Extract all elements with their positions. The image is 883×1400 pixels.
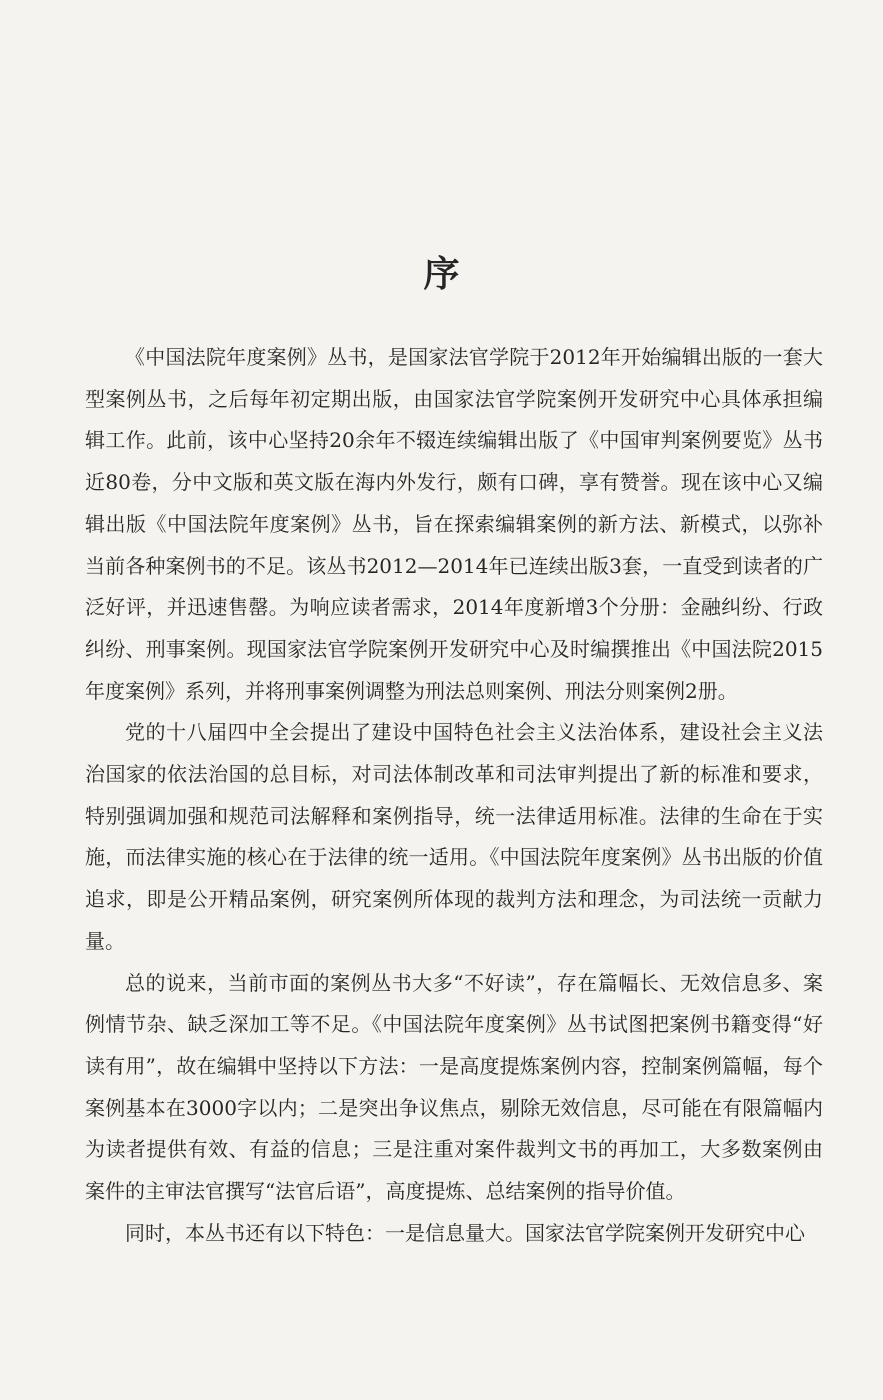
page-title: 序 xyxy=(423,253,460,296)
paragraph-1: 《中国法院年度案例》丛书，是国家法官学院于2012年开始编辑出版的一套大型案例丛书，之后每年初定期出版，由国家法官学院案例开发研究中心具体承担编辑工作。此前，该中心坚持20余年不辍连续编辑出版了《中国审判案例要览》丛书近80卷，分中文版和英文版在海内外发行，颇有口碑，享有赞誉。现在该中心又编辑出版《中国法院年度案例》丛书，旨在探索编辑案例的新方法、新模式，以弥补当前各种案例书的不足。该丛书2012—2014年已连续出版3套，一直受到读者的广泛好评，并迅速售罄。为响应读者需求，2014年度新增3个分册：金融纠纷、行政纠纷、刑事案例。现国家法官学院案例开发研究中心及时编撰推出《中国法院2015年度案例》系列，并将刑事案例调整为刑法总则案例、刑法分则案例2册。 xyxy=(85,345,823,703)
paragraph-3: 总的说来，当前市面的案例丛书大多“不好读”，存在篇幅长、无效信息多、案例情节杂、缺乏深加工等不足。《中国法院年度案例》丛书试图把案例书籍变得“好读有用”，故在编辑中坚持以下方法：一是高度提炼案例内容，控制案例篇幅，每个案例基本在3000字以内；二是突出争议焦点，剔除无效信息，尽可能在有限篇幅内为读者提供有效、有益的信息；三是注重对案件裁判文书的再加工，大多数案例由案件的主审法官撰写“法官后语”，高度提炼、总结案例的指导价值。 xyxy=(85,970,823,1204)
paragraph-2: 党的十八届四中全会提出了建设中国特色社会主义法治体系，建设社会主义法治国家的依法治国的总目标，对司法体制改革和司法审判提出了新的标准和要求，特别强调加强和规范司法解释和案例指导，统一法律适用标准。法律的生命在于实施，而法律实施的核心在于法律的统一适用。《中国法院年度案例》丛书出版的价值追求，即是公开精品案例，研究案例所体现的裁判方法和理念，为司法统一贡献力量。 xyxy=(85,720,823,953)
body-text xyxy=(85,337,823,1254)
paragraph-4: 同时，本丛书还有以下特色：一是信息量大。国家法官学院案例开发研究中心 xyxy=(125,1220,805,1245)
